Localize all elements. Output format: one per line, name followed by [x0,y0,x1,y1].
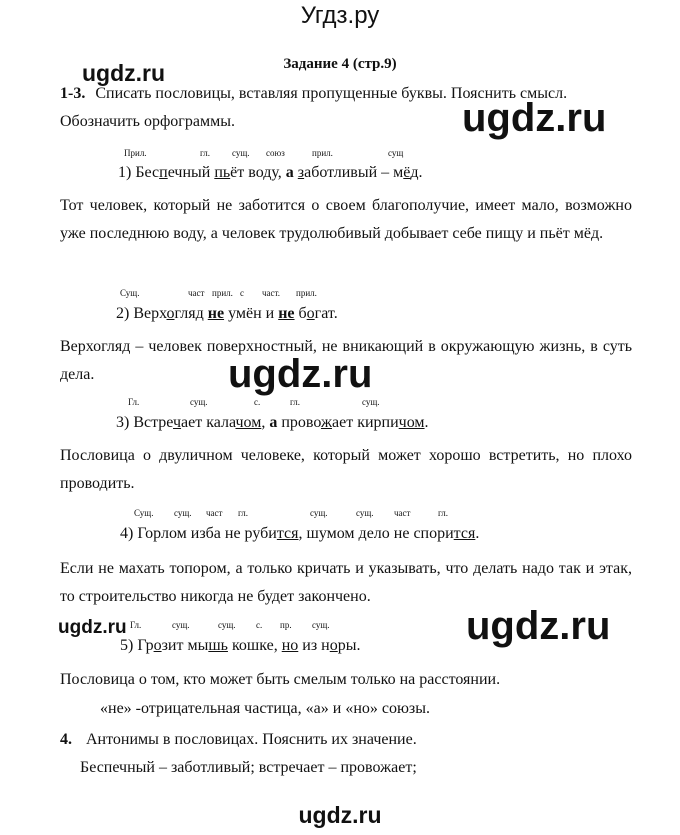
orthogram: чом [235,414,262,431]
pos-mark: Сущ. [120,288,140,298]
pos-mark: сущ. [362,397,380,407]
explanation-1: Тот человек, который не заботится о своем благополучие, имеет мало, возможно уже последнюю воду, а человек трудолюбивый добывает себе пищу и пьёт мёд. [60,197,632,242]
text-segment: б [294,305,307,322]
pos-mark: с. [256,620,263,630]
watermark: ugdz.ru [82,60,166,86]
text-segment: ры. [337,637,361,654]
explanation-3: Пословица о двуличном человеке, который может хорошо встретить, но плохо проводить. [60,447,632,492]
pos-mark: Прил. [124,148,147,158]
text-segment: . [424,414,429,431]
site-header: Угдз.ру [300,2,380,29]
text-segment: ает кала [181,414,236,431]
pos-mark: част [394,508,411,518]
task-title: Задание 4 (стр.9) [283,56,397,72]
orthogram: тся [453,525,476,542]
task-number: 4. [60,731,72,748]
explanation-2: Верхогляд – человек поверхностный, не вникающий в окружающую жизнь, в суть дела. [60,338,632,383]
orthogram: ё [403,164,411,181]
pos-mark: с. [254,397,261,407]
instruction-line-1 [60,82,567,106]
pos-mark: гл. [438,508,448,518]
pos-mark: союз [266,148,285,158]
text-segment: зит мы [161,637,209,654]
pos-mark: с [240,288,244,298]
explanation-5: Пословица о том, кто может быть смелым только на расстоянии. [60,671,501,688]
orthogram: п [159,164,168,181]
text-segment: , шумом дело не спори [298,525,454,542]
text-segment: 4) Горлом изба не руби [120,525,277,542]
pos-mark: част [206,508,223,518]
proverb-2 [116,305,338,323]
text-segment: умён и [224,305,279,322]
proverb-3 [116,414,429,432]
orthogram: ч [173,414,182,431]
text-segment: , [261,414,270,431]
text-segment: д. [410,164,423,181]
pos-mark: гл. [290,397,300,407]
text-segment: ает кирпи [332,414,399,431]
orthogram: не [278,305,295,322]
orthogram: а [269,414,278,431]
task-number: 1-3. [60,85,86,102]
pos-marks [0,148,680,160]
orthogram: з [297,164,305,181]
proverb-5 [120,637,360,655]
pos-mark: сущ. [190,397,208,407]
pos-mark: сущ. [312,620,330,630]
pos-mark: част [188,288,205,298]
orthogram: о [329,637,338,654]
watermark: ugdz.ru [462,96,607,140]
orthogram: чом [398,414,425,431]
orthogram: пь [214,164,231,181]
watermark: ugdz.ru [466,604,611,648]
pos-mark: сущ. [218,620,236,630]
pos-marks [0,397,680,409]
pos-marks [0,620,680,632]
text-segment: 1) Бес [118,164,160,181]
watermark: ugdz.ru [58,617,127,638]
proverb-1 [118,164,423,182]
pos-mark: Сущ. [134,508,154,518]
pos-marks [0,288,680,300]
text-segment: 2) Верх [116,305,167,322]
task4-text: Антонимы в пословицах. Пояснить их значение. [86,731,417,748]
watermark: ugdz.ru [228,352,373,396]
instruction-text: Списать пословицы, вставляя пропущенные буквы. Пояснить смысл. [95,85,568,102]
pos-mark: гл. [238,508,248,518]
pos-mark: прил. [296,288,317,298]
pos-mark: сущ. [172,620,190,630]
pos-mark: гл. [200,148,210,158]
pos-mark: пр. [280,620,292,630]
text-segment: кошке, [227,637,282,654]
text-segment: ечный [167,164,215,181]
orthogram: о [306,305,315,322]
instruction-line-2: Обозначить орфограммы. [60,113,235,130]
orthogram: не [207,305,225,322]
note: «не» -отрицательная частица, «а» и «но» союзы. [100,700,430,717]
proverb-4 [120,525,479,543]
orthogram: а [285,164,294,181]
pos-mark: сущ. [356,508,374,518]
pos-mark: сущ. [174,508,192,518]
orthogram: о [166,305,175,322]
watermark: ugdz.ru [298,802,382,828]
text-segment: 5) Гр [120,637,154,654]
orthogram: тся [276,525,299,542]
pos-mark: прил. [312,148,333,158]
text-segment: гляд [174,305,208,322]
orthogram: шь [208,637,228,654]
explanation-4: Если не махать топором, а только кричать и указывать, что делать надо так и этак, то строительство никогда не будет закончено. [60,560,632,605]
pos-mark: прил. [212,288,233,298]
text-segment: прово [277,414,321,431]
pos-marks [0,508,680,520]
text-segment: гат. [314,305,338,322]
pos-mark: сущ. [232,148,250,158]
text-segment: 3) Встре [116,414,173,431]
pos-mark: Гл. [128,397,140,407]
text-segment: . [475,525,480,542]
pos-mark: сущ [388,148,404,158]
pos-mark: сущ. [310,508,328,518]
pos-mark: Гл. [130,620,142,630]
task4-answer: Беспечный – заботливый; встречает – провожает; [80,759,417,776]
orthogram: но [281,637,299,654]
text-segment: аботливый – м [304,164,404,181]
text-segment: из н [298,637,330,654]
orthogram: о [153,637,162,654]
task4-line [60,728,417,752]
pos-mark: част. [262,288,281,298]
text-segment: ёт воду, [230,164,286,181]
orthogram: ж [320,414,333,431]
